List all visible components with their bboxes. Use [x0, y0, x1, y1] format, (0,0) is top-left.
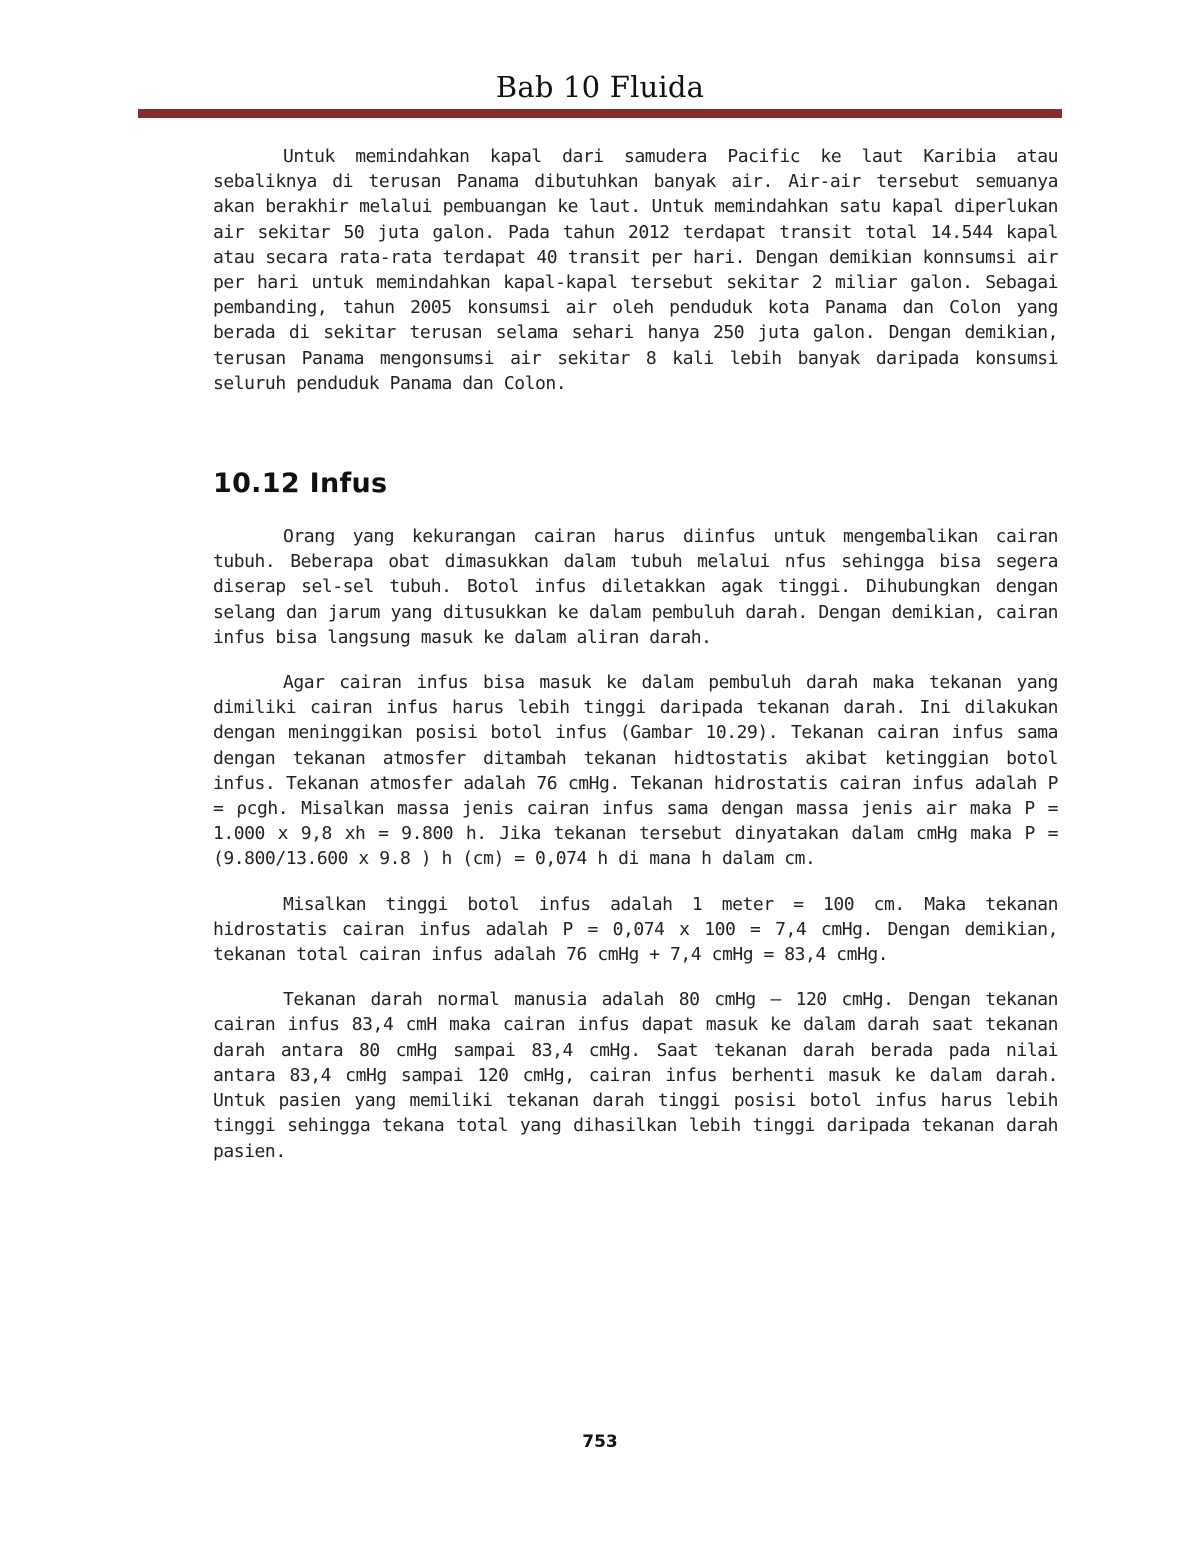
- section-paragraph-2: Agar cairan infus bisa masuk ke dalam pembuluh darah maka tekanan yang dimiliki cairan infus harus lebih tinggi daripada tekanan darah. Ini dilakukan dengan meninggikan posisi botol infus (Gambar 10.29). Tekanan cairan infus sama dengan tekanan atmosfer ditambah tekanan hidtostatis akibat ketinggian botol infus. Tekanan atmosfer adalah 76 cmHg. Tekanan hidrostatis cairan infus adalah P = ρcgh. Misalkan massa jenis cairan infus sama dengan massa jenis air maka P = 1.000 x 9,8 xh = 9.800 h. Jika tekanan tersebut dinyatakan dalam cmHg maka P = (9.800/13.600 x 9.8 ) h (cm) = 0,074 h di mana h dalam cm.: [213, 672, 1058, 870]
- page-header-title: Bab 10 Fluida: [495, 70, 705, 104]
- page-body: [213, 144, 1058, 1164]
- header-divider: [138, 109, 1062, 118]
- intro-paragraph: Untuk memindahkan kapal dari samudera Pacific ke laut Karibia atau sebaliknya di terusan Panama dibutuhkan banyak air. Air-air tersebut semuanya akan berakhir melalui pembuangan ke laut. Untuk memindahkan satu kapal diperlukan air sekitar 50 juta galon. Pada tahun 2012 terdapat transit total 14.544 kapal atau secara rata-rata terdapat 40 transit per hari. Dengan demikian konnsumsi air per hari untuk memindahkan kapal-kapal tersebut sekitar 2 miliar galon. Sebagai pembanding, tahun 2005 konsumsi air oleh penduduk kota Panama dan Colon yang berada di sekitar terusan selama sehari hanya 250 juta galon. Dengan demikian, terusan Panama mengonsumsi air sekitar 8 kali lebih banyak daripada konsumsi seluruh penduduk Panama dan Colon.: [213, 146, 1058, 394]
- section-paragraph-4: Tekanan darah normal manusia adalah 80 cmHg – 120 cmHg. Dengan tekanan cairan infus 83,4 cmH maka cairan infus dapat masuk ke dalam darah saat tekanan darah antara 80 cmHg sampai 83,4 cmHg. Saat tekanan darah berada pada nilai antara 83,4 cmHg sampai 120 cmHg, cairan infus berhenti masuk ke dalam darah. Untuk pasien yang memiliki tekanan darah tinggi posisi botol infus harus lebih tinggi sehingga tekana total yang dihasilkan lebih tinggi daripada tekanan darah pasien.: [213, 989, 1058, 1162]
- section-heading: 10.12 Infus: [213, 468, 388, 500]
- page-number: 753: [582, 1432, 618, 1452]
- section-paragraph-1: Orang yang kekurangan cairan harus diinfus untuk mengembalikan cairan tubuh. Beberapa obat dimasukkan dalam tubuh melalui nfus sehingga bisa segera diserap sel-sel tubuh. Botol infus diletakkan agak tinggi. Dihubungkan dengan selang dan jarum yang ditusukkan ke dalam pembuluh darah. Dengan demikian, cairan infus bisa langsung masuk ke dalam aliran darah.: [213, 526, 1058, 648]
- section-paragraph-3: Misalkan tinggi botol infus adalah 1 meter = 100 cm. Maka tekanan hidrostatis cairan infus adalah P = 0,074 x 100 = 7,4 cmHg. Dengan demikian, tekanan total cairan infus adalah 76 cmHg + 7,4 cmHg = 83,4 cmHg.: [213, 893, 1058, 966]
